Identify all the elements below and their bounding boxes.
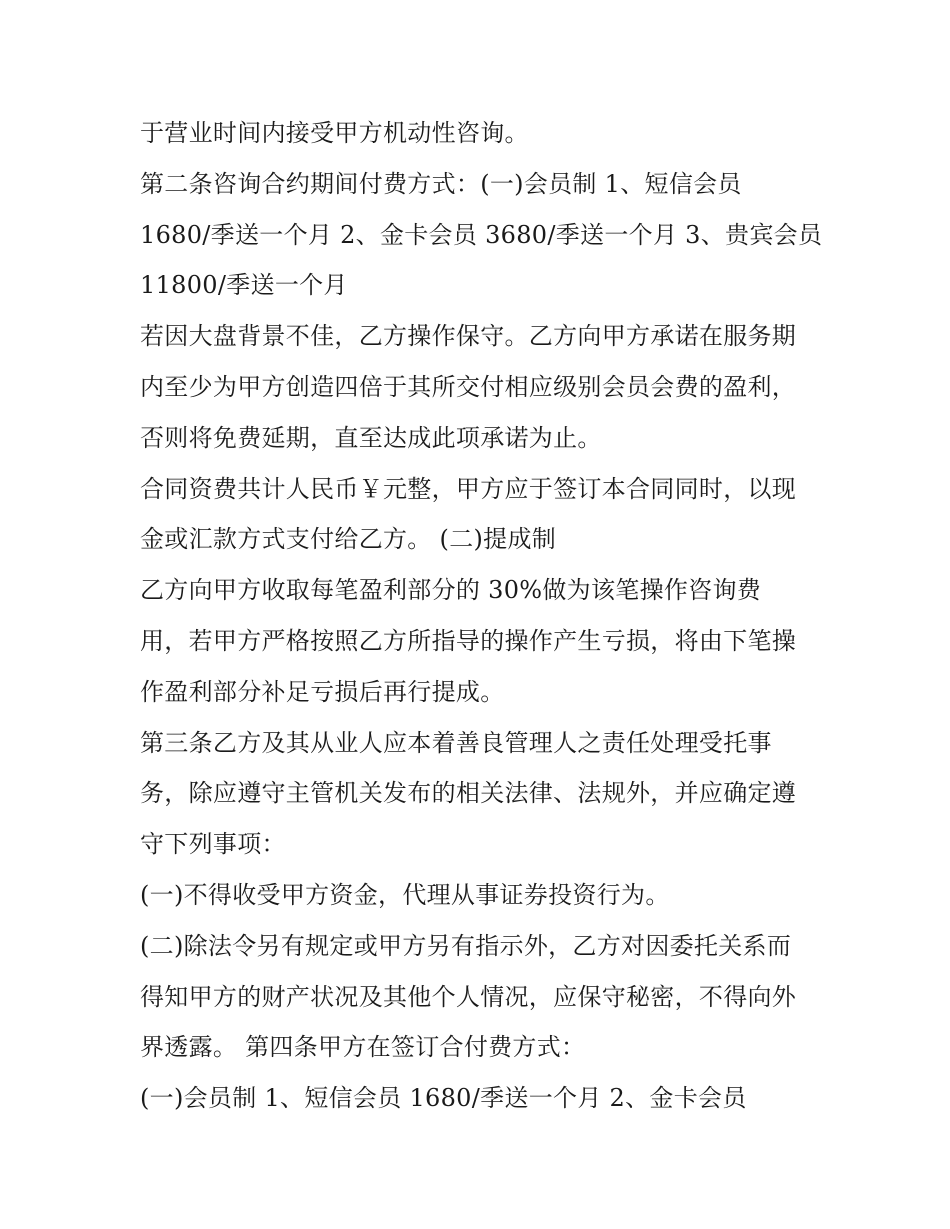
text-line: 合同资费共计人民币￥元整，甲方应于签订本合同同时，以现 [140, 474, 797, 503]
text-line: 于营业时间内接受甲方机动性咨询。 [140, 119, 529, 147]
text-line: 作盈利部分补足亏损后再行提成。 [140, 677, 505, 706]
text-line: 11800/季送一个月 [140, 271, 348, 300]
text-line: (一)不得收受甲方资金，代理从事证券投资行为。 [140, 880, 670, 909]
text-line: 守下列事项： [140, 830, 286, 859]
text-line: 否则将免费延期，直至达成此项承诺为止。 [140, 423, 602, 452]
text-line: 界透露。 第四条甲方在签订合付费方式： [140, 1033, 586, 1062]
text-line: 第二条咨询合约期间付费方式：(一)会员制 1、短信会员 [140, 169, 742, 198]
text-line: 乙方向甲方收取每笔盈利部分的 30%做为该笔操作咨询费 [140, 576, 762, 605]
text-line: (二)除法令另有规定或甲方另有指示外，乙方对因委托关系而 [140, 931, 792, 960]
text-line: 第三条乙方及其从业人应本着善良管理人之责任处理受托事 [140, 728, 772, 757]
text-line: 得知甲方的财产状况及其他个人情况，应保守秘密，不得向外 [140, 982, 797, 1011]
text-line: 用，若甲方严格按照乙方所指导的操作产生亏损，将由下笔操 [140, 626, 797, 655]
text-line: (一)会员制 1、短信会员 1680/季送一个月 2、金卡会员 [140, 1084, 747, 1113]
text-line: 金或汇款方式支付给乙方。 (二)提成制 [140, 525, 557, 554]
text-line: 若因大盘背景不佳，乙方操作保守。乙方向甲方承诺在服务期 [140, 322, 797, 351]
text-line: 1680/季送一个月 2、金卡会员 3680/季送一个月 3、贵宾会员 [140, 220, 823, 249]
text-line: 内至少为甲方创造四倍于其所交付相应级别会员会费的盈利， [140, 372, 797, 401]
document-body [140, 108, 823, 1124]
text-line: 务，除应遵守主管机关发布的相关法律、法规外，并应确定遵 [140, 779, 797, 808]
